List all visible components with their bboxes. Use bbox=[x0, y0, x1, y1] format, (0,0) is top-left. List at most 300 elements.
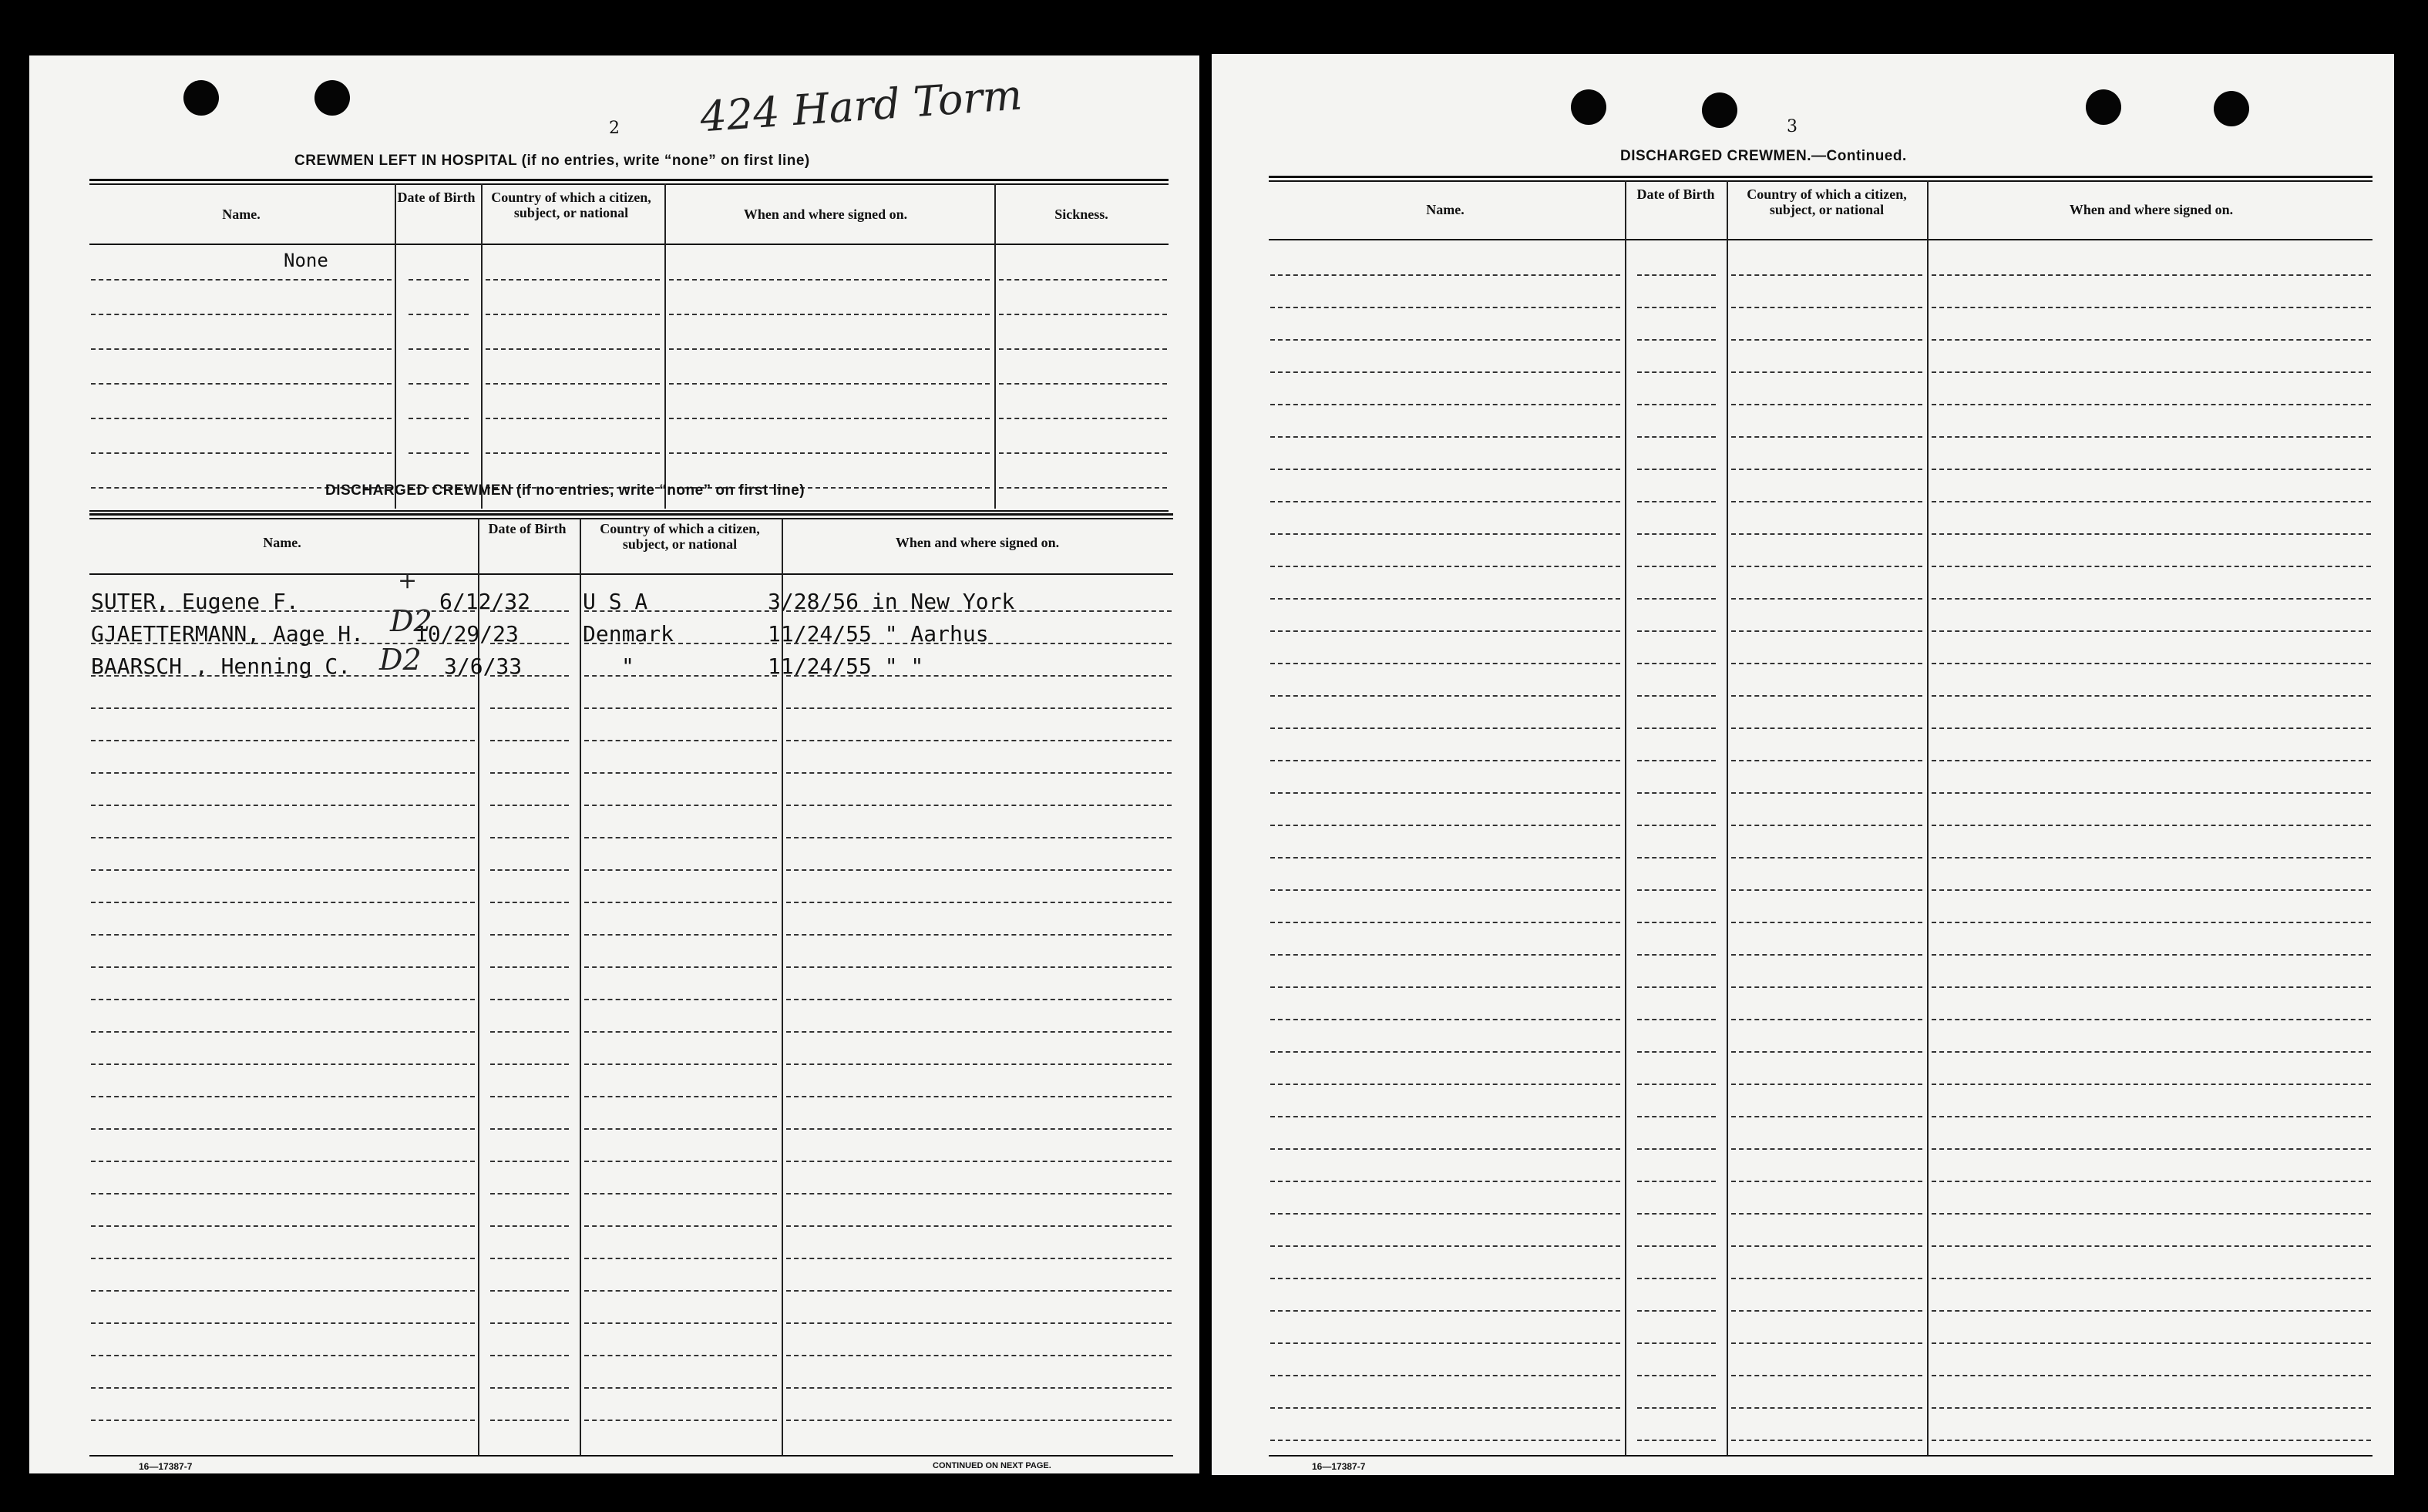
dotted-ruling-line bbox=[1637, 1342, 1716, 1344]
dotted-ruling-line bbox=[584, 1161, 777, 1162]
dotted-ruling-line bbox=[409, 383, 469, 385]
dotted-ruling-line bbox=[1270, 404, 1620, 405]
dotted-ruling-line bbox=[91, 1225, 475, 1227]
dotted-ruling-line bbox=[1731, 1440, 1922, 1441]
form-number: 16—17387-7 bbox=[139, 1461, 193, 1472]
dotted-ruling-line bbox=[1932, 533, 2371, 535]
dotted-ruling-line bbox=[786, 1258, 1172, 1259]
dotted-ruling-line bbox=[91, 1290, 475, 1292]
dotted-ruling-line bbox=[91, 902, 475, 903]
dotted-ruling-line bbox=[1932, 371, 2371, 373]
column-divider bbox=[664, 183, 666, 509]
page-number: 2 bbox=[609, 119, 620, 138]
dotted-ruling-line bbox=[1270, 307, 1620, 308]
col-header-when-where: When and where signed on. bbox=[743, 207, 908, 222]
dotted-ruling-line bbox=[999, 487, 1167, 489]
crew-country: U S A bbox=[583, 589, 648, 614]
dotted-ruling-line bbox=[584, 805, 777, 806]
dotted-ruling-line bbox=[91, 1161, 475, 1162]
dotted-ruling-line bbox=[1731, 1407, 1922, 1409]
dotted-ruling-line bbox=[1637, 404, 1716, 405]
dotted-ruling-line bbox=[1270, 857, 1620, 858]
col-header-country: Country of which a citizen, subject, or national bbox=[600, 521, 760, 552]
dotted-ruling-line bbox=[490, 1031, 569, 1033]
continued-note: CONTINUED ON NEXT PAGE. bbox=[933, 1461, 1051, 1470]
dotted-ruling-line bbox=[584, 1355, 777, 1356]
dotted-ruling-line bbox=[1731, 469, 1922, 470]
dotted-ruling-line bbox=[1932, 436, 2371, 438]
dotted-ruling-line bbox=[91, 869, 475, 871]
dotted-ruling-line bbox=[584, 1193, 777, 1194]
table-bottom-rule bbox=[89, 1455, 1173, 1457]
dotted-ruling-line bbox=[1270, 889, 1620, 891]
dotted-ruling-line bbox=[490, 902, 569, 903]
dotted-ruling-line bbox=[1731, 825, 1922, 826]
dotted-ruling-line bbox=[584, 902, 777, 903]
dotted-ruling-line bbox=[486, 279, 660, 281]
dotted-ruling-line bbox=[91, 1128, 475, 1130]
dotted-ruling-line bbox=[1932, 630, 2371, 632]
dotted-ruling-line bbox=[490, 1258, 569, 1259]
dotted-ruling-line bbox=[786, 1063, 1172, 1065]
dotted-ruling-line bbox=[1731, 1051, 1922, 1053]
dotted-ruling-line bbox=[1270, 371, 1620, 373]
dotted-ruling-line bbox=[1932, 986, 2371, 988]
dotted-ruling-line bbox=[1637, 436, 1716, 438]
dotted-ruling-line bbox=[584, 1031, 777, 1033]
dotted-ruling-line bbox=[1932, 825, 2371, 826]
hospital-section-title: CREWMEN LEFT IN HOSPITAL (if no entries, write “none” on first line) bbox=[294, 153, 810, 169]
dotted-ruling-line bbox=[786, 1096, 1172, 1097]
dotted-ruling-line bbox=[1932, 469, 2371, 470]
dotted-ruling-line bbox=[999, 452, 1167, 454]
dotted-ruling-line bbox=[1731, 889, 1922, 891]
dotted-ruling-line bbox=[1932, 727, 2371, 729]
crew-name: SUTER, Eugene F. bbox=[91, 589, 299, 614]
dotted-ruling-line bbox=[1270, 1278, 1620, 1279]
column-divider bbox=[1625, 180, 1626, 1457]
dotted-ruling-line bbox=[1270, 501, 1620, 502]
dotted-ruling-line bbox=[1637, 630, 1716, 632]
dotted-ruling-line bbox=[1731, 1181, 1922, 1182]
dotted-ruling-line bbox=[1731, 1375, 1922, 1376]
dotted-ruling-line bbox=[786, 740, 1172, 741]
dotted-ruling-line bbox=[1270, 760, 1620, 761]
dotted-ruling-line bbox=[490, 1161, 569, 1162]
header-bottom-rule bbox=[89, 573, 1173, 575]
crew-name: BAARSCH , Henning C. bbox=[91, 654, 351, 679]
col-header-country: Country of which a citizen, subject, or national bbox=[491, 190, 651, 220]
section-rule bbox=[89, 510, 1169, 512]
dotted-ruling-line bbox=[1270, 1084, 1620, 1085]
dotted-ruling-line bbox=[1731, 760, 1922, 761]
col-header-name: Name. bbox=[222, 207, 261, 222]
dotted-ruling-line bbox=[1932, 339, 2371, 341]
dotted-ruling-line bbox=[1932, 954, 2371, 956]
dotted-ruling-line bbox=[1932, 1181, 2371, 1182]
dotted-ruling-line bbox=[786, 707, 1172, 709]
crew-country: Denmark bbox=[583, 621, 674, 647]
dotted-ruling-line bbox=[1270, 695, 1620, 697]
dotted-ruling-line bbox=[786, 966, 1172, 968]
dotted-ruling-line bbox=[490, 643, 569, 644]
dotted-ruling-line bbox=[91, 279, 392, 281]
dotted-ruling-line bbox=[1270, 1375, 1620, 1376]
dotted-ruling-line bbox=[1270, 533, 1620, 535]
column-divider bbox=[580, 518, 581, 1457]
table-bottom-rule bbox=[1269, 1455, 2373, 1457]
dotted-ruling-line bbox=[1637, 566, 1716, 567]
dotted-ruling-line bbox=[1637, 501, 1716, 502]
col-header-when-where: When and where signed on. bbox=[2069, 202, 2234, 217]
dotted-ruling-line bbox=[1731, 1019, 1922, 1020]
dotted-ruling-line bbox=[1731, 1213, 1922, 1215]
dotted-ruling-line bbox=[91, 1387, 475, 1389]
dotted-ruling-line bbox=[1270, 469, 1620, 470]
dotted-ruling-line bbox=[91, 805, 475, 806]
dotted-ruling-line bbox=[1731, 1342, 1922, 1344]
dotted-ruling-line bbox=[786, 610, 1172, 612]
dotted-ruling-line bbox=[1637, 1375, 1716, 1376]
dotted-ruling-line bbox=[1932, 1116, 2371, 1117]
column-divider bbox=[1727, 180, 1728, 1457]
dotted-ruling-line bbox=[1731, 727, 1922, 729]
col-header-dob: Date of Birth bbox=[488, 521, 567, 536]
dotted-ruling-line bbox=[91, 772, 475, 774]
table-top-rule bbox=[89, 179, 1169, 181]
dotted-ruling-line bbox=[786, 643, 1172, 644]
dotted-ruling-line bbox=[1932, 1213, 2371, 1215]
dotted-ruling-line bbox=[669, 279, 990, 281]
dotted-ruling-line bbox=[584, 675, 777, 677]
dotted-ruling-line bbox=[1637, 825, 1716, 826]
dotted-ruling-line bbox=[786, 1128, 1172, 1130]
dotted-ruling-line bbox=[1637, 1213, 1716, 1215]
dotted-ruling-line bbox=[584, 1096, 777, 1097]
table-top-rule bbox=[89, 518, 1173, 519]
column-divider bbox=[481, 183, 483, 509]
table-top-rule bbox=[89, 513, 1173, 516]
handwritten-mark: + bbox=[398, 567, 418, 594]
dotted-ruling-line bbox=[786, 902, 1172, 903]
dotted-ruling-line bbox=[1637, 371, 1716, 373]
dotted-ruling-line bbox=[1932, 922, 2371, 923]
punch-hole bbox=[314, 80, 350, 116]
dotted-ruling-line bbox=[490, 675, 569, 677]
crew-dob: 10/29/23 bbox=[415, 621, 519, 647]
dotted-ruling-line bbox=[91, 837, 475, 838]
dotted-ruling-line bbox=[786, 934, 1172, 936]
dotted-ruling-line bbox=[1731, 274, 1922, 276]
dotted-ruling-line bbox=[1270, 663, 1620, 664]
dotted-ruling-line bbox=[1731, 792, 1922, 794]
dotted-ruling-line bbox=[1270, 954, 1620, 956]
crew-signed-on: 11/24/55 " Aarhus bbox=[768, 621, 989, 647]
dotted-ruling-line bbox=[1637, 760, 1716, 761]
header-bottom-rule bbox=[89, 244, 1169, 245]
discharged-section-title: DISCHARGED CREWMEN (if no entries, write “none” on first line) bbox=[325, 482, 805, 499]
dotted-ruling-line bbox=[999, 348, 1167, 350]
dotted-ruling-line bbox=[490, 1063, 569, 1065]
dotted-ruling-line bbox=[1637, 1440, 1716, 1441]
dotted-ruling-line bbox=[1932, 792, 2371, 794]
dotted-ruling-line bbox=[1731, 922, 1922, 923]
dotted-ruling-line bbox=[1932, 1019, 2371, 1020]
dotted-ruling-line bbox=[669, 314, 990, 315]
dotted-ruling-line bbox=[91, 383, 392, 385]
dotted-ruling-line bbox=[1637, 1310, 1716, 1312]
dotted-ruling-line bbox=[1731, 1278, 1922, 1279]
dotted-ruling-line bbox=[1932, 307, 2371, 308]
dotted-ruling-line bbox=[1731, 954, 1922, 956]
dotted-ruling-line bbox=[1270, 274, 1620, 276]
dotted-ruling-line bbox=[486, 452, 660, 454]
crew-dob: 3/6/33 bbox=[444, 654, 523, 679]
dotted-ruling-line bbox=[91, 452, 392, 454]
handwritten-annotation: 424 Hard Torm bbox=[698, 70, 1024, 142]
dotted-ruling-line bbox=[1270, 1116, 1620, 1117]
dotted-ruling-line bbox=[1637, 889, 1716, 891]
dotted-ruling-line bbox=[490, 1193, 569, 1194]
dotted-ruling-line bbox=[91, 1193, 475, 1194]
dotted-ruling-line bbox=[1637, 339, 1716, 341]
dotted-ruling-line bbox=[584, 740, 777, 741]
dotted-ruling-line bbox=[409, 314, 469, 315]
dotted-ruling-line bbox=[1731, 630, 1922, 632]
dotted-ruling-line bbox=[490, 1322, 569, 1324]
dotted-ruling-line bbox=[490, 869, 569, 871]
dotted-ruling-line bbox=[1932, 501, 2371, 502]
col-header-name: Name. bbox=[1426, 202, 1465, 217]
dotted-ruling-line bbox=[490, 1355, 569, 1356]
col-header-country: Country of which a citizen, subject, or national bbox=[1747, 186, 1907, 217]
dotted-ruling-line bbox=[1270, 436, 1620, 438]
dotted-ruling-line bbox=[1270, 986, 1620, 988]
dotted-ruling-line bbox=[1932, 1278, 2371, 1279]
dotted-ruling-line bbox=[1270, 630, 1620, 632]
dotted-ruling-line bbox=[1637, 533, 1716, 535]
dotted-ruling-line bbox=[91, 675, 475, 677]
dotted-ruling-line bbox=[91, 643, 475, 644]
dotted-ruling-line bbox=[1270, 566, 1620, 567]
dotted-ruling-line bbox=[490, 610, 569, 612]
dotted-ruling-line bbox=[1932, 1245, 2371, 1247]
dotted-ruling-line bbox=[786, 1290, 1172, 1292]
dotted-ruling-line bbox=[786, 1193, 1172, 1194]
dotted-ruling-line bbox=[999, 279, 1167, 281]
dotted-ruling-line bbox=[786, 837, 1172, 838]
dotted-ruling-line bbox=[786, 1225, 1172, 1227]
dotted-ruling-line bbox=[490, 740, 569, 741]
dotted-ruling-line bbox=[584, 1258, 777, 1259]
dotted-ruling-line bbox=[1731, 598, 1922, 600]
dotted-ruling-line bbox=[91, 740, 475, 741]
column-divider bbox=[395, 183, 396, 509]
dotted-ruling-line bbox=[1270, 1440, 1620, 1441]
dotted-ruling-line bbox=[584, 837, 777, 838]
dotted-ruling-line bbox=[1932, 566, 2371, 567]
dotted-ruling-line bbox=[91, 1063, 475, 1065]
dotted-ruling-line bbox=[999, 314, 1167, 315]
dotted-ruling-line bbox=[490, 805, 569, 806]
dotted-ruling-line bbox=[91, 1420, 475, 1421]
dotted-ruling-line bbox=[669, 452, 990, 454]
dotted-ruling-line bbox=[1637, 695, 1716, 697]
col-header-dob: Date of Birth bbox=[397, 190, 476, 205]
dotted-ruling-line bbox=[1637, 954, 1716, 956]
dotted-ruling-line bbox=[486, 348, 660, 350]
dotted-ruling-line bbox=[1637, 663, 1716, 664]
dotted-ruling-line bbox=[669, 418, 990, 419]
dotted-ruling-line bbox=[1637, 1181, 1716, 1182]
dotted-ruling-line bbox=[1270, 1245, 1620, 1247]
dotted-ruling-line bbox=[409, 418, 469, 419]
dotted-ruling-line bbox=[91, 1322, 475, 1324]
dotted-ruling-line bbox=[1932, 760, 2371, 761]
dotted-ruling-line bbox=[584, 643, 777, 644]
dotted-ruling-line bbox=[786, 772, 1172, 774]
dotted-ruling-line bbox=[1637, 792, 1716, 794]
dotted-ruling-line bbox=[786, 1355, 1172, 1356]
dotted-ruling-line bbox=[490, 837, 569, 838]
dotted-ruling-line bbox=[486, 314, 660, 315]
col-header-sickness: Sickness. bbox=[1054, 207, 1108, 222]
dotted-ruling-line bbox=[1637, 1084, 1716, 1085]
dotted-ruling-line bbox=[786, 1031, 1172, 1033]
dotted-ruling-line bbox=[490, 1096, 569, 1097]
dotted-ruling-line bbox=[669, 348, 990, 350]
dotted-ruling-line bbox=[409, 279, 469, 281]
dotted-ruling-line bbox=[584, 999, 777, 1000]
dotted-ruling-line bbox=[1637, 598, 1716, 600]
dotted-ruling-line bbox=[584, 1420, 777, 1421]
dotted-ruling-line bbox=[1270, 1181, 1620, 1182]
dotted-ruling-line bbox=[1932, 598, 2371, 600]
dotted-ruling-line bbox=[1932, 1310, 2371, 1312]
dotted-ruling-line bbox=[1270, 922, 1620, 923]
crew-signed-on: 11/24/55 " " bbox=[768, 654, 924, 679]
dotted-ruling-line bbox=[1731, 1148, 1922, 1150]
table-top-rule bbox=[89, 183, 1169, 185]
dotted-ruling-line bbox=[786, 1161, 1172, 1162]
dotted-ruling-line bbox=[1932, 1440, 2371, 1441]
dotted-ruling-line bbox=[490, 772, 569, 774]
dotted-ruling-line bbox=[1637, 1116, 1716, 1117]
dotted-ruling-line bbox=[490, 707, 569, 709]
dotted-ruling-line bbox=[91, 348, 392, 350]
dotted-ruling-line bbox=[1731, 986, 1922, 988]
dotted-ruling-line bbox=[490, 999, 569, 1000]
dotted-ruling-line bbox=[1932, 1148, 2371, 1150]
dotted-ruling-line bbox=[786, 805, 1172, 806]
dotted-ruling-line bbox=[1270, 1051, 1620, 1053]
dotted-ruling-line bbox=[1731, 371, 1922, 373]
dotted-ruling-line bbox=[486, 383, 660, 385]
dotted-ruling-line bbox=[91, 966, 475, 968]
dotted-ruling-line bbox=[1932, 1342, 2371, 1344]
dotted-ruling-line bbox=[1637, 469, 1716, 470]
left-page bbox=[29, 55, 1199, 1473]
dotted-ruling-line bbox=[584, 707, 777, 709]
punch-hole bbox=[1702, 92, 1737, 128]
dotted-ruling-line bbox=[409, 348, 469, 350]
dotted-ruling-line bbox=[1270, 792, 1620, 794]
dotted-ruling-line bbox=[786, 1420, 1172, 1421]
dotted-ruling-line bbox=[1637, 857, 1716, 858]
crew-signed-on: 3/28/56 in New York bbox=[768, 589, 1015, 614]
dotted-ruling-line bbox=[584, 610, 777, 612]
dotted-ruling-line bbox=[584, 1322, 777, 1324]
dotted-ruling-line bbox=[1731, 404, 1922, 405]
dotted-ruling-line bbox=[490, 1290, 569, 1292]
dotted-ruling-line bbox=[999, 418, 1167, 419]
dotted-ruling-line bbox=[1731, 533, 1922, 535]
column-divider bbox=[994, 183, 996, 509]
dotted-ruling-line bbox=[91, 1355, 475, 1356]
col-header-dob: Date of Birth bbox=[1636, 186, 1715, 202]
dotted-ruling-line bbox=[490, 934, 569, 936]
dotted-ruling-line bbox=[1932, 857, 2371, 858]
dotted-ruling-line bbox=[1932, 889, 2371, 891]
dotted-ruling-line bbox=[584, 1063, 777, 1065]
dotted-ruling-line bbox=[1637, 1245, 1716, 1247]
crew-dob: 6/12/32 bbox=[439, 589, 531, 614]
dotted-ruling-line bbox=[1932, 695, 2371, 697]
dotted-ruling-line bbox=[584, 1128, 777, 1130]
punch-hole bbox=[2214, 91, 2249, 126]
dotted-ruling-line bbox=[584, 869, 777, 871]
dotted-ruling-line bbox=[486, 418, 660, 419]
dotted-ruling-line bbox=[91, 707, 475, 709]
dotted-ruling-line bbox=[584, 1387, 777, 1389]
right-page bbox=[1212, 54, 2394, 1475]
dotted-ruling-line bbox=[1637, 1051, 1716, 1053]
dotted-ruling-line bbox=[1731, 339, 1922, 341]
hospital-first-entry: None bbox=[284, 250, 328, 271]
dotted-ruling-line bbox=[1731, 1116, 1922, 1117]
dotted-ruling-line bbox=[490, 1420, 569, 1421]
dotted-ruling-line bbox=[1731, 1084, 1922, 1085]
dotted-ruling-line bbox=[1731, 1245, 1922, 1247]
dotted-ruling-line bbox=[1270, 727, 1620, 729]
dotted-ruling-line bbox=[1731, 436, 1922, 438]
dotted-ruling-line bbox=[1932, 663, 2371, 664]
table-top-rule bbox=[1269, 180, 2373, 182]
dotted-ruling-line bbox=[584, 772, 777, 774]
dotted-ruling-line bbox=[1731, 695, 1922, 697]
col-header-name: Name. bbox=[263, 535, 301, 550]
header-bottom-rule bbox=[1269, 239, 2373, 240]
dotted-ruling-line bbox=[584, 1225, 777, 1227]
dotted-ruling-line bbox=[584, 934, 777, 936]
dotted-ruling-line bbox=[1731, 501, 1922, 502]
dotted-ruling-line bbox=[91, 418, 392, 419]
dotted-ruling-line bbox=[584, 1290, 777, 1292]
dotted-ruling-line bbox=[786, 675, 1172, 677]
dotted-ruling-line bbox=[1270, 1407, 1620, 1409]
table-top-rule bbox=[1269, 176, 2373, 178]
dotted-ruling-line bbox=[91, 999, 475, 1000]
dotted-ruling-line bbox=[1932, 1051, 2371, 1053]
dotted-ruling-line bbox=[490, 1225, 569, 1227]
punch-hole bbox=[183, 80, 219, 116]
dotted-ruling-line bbox=[786, 999, 1172, 1000]
dotted-ruling-line bbox=[1270, 1148, 1620, 1150]
dotted-ruling-line bbox=[1637, 727, 1716, 729]
dotted-ruling-line bbox=[1270, 339, 1620, 341]
dotted-ruling-line bbox=[1932, 1407, 2371, 1409]
punch-hole bbox=[2086, 89, 2121, 125]
